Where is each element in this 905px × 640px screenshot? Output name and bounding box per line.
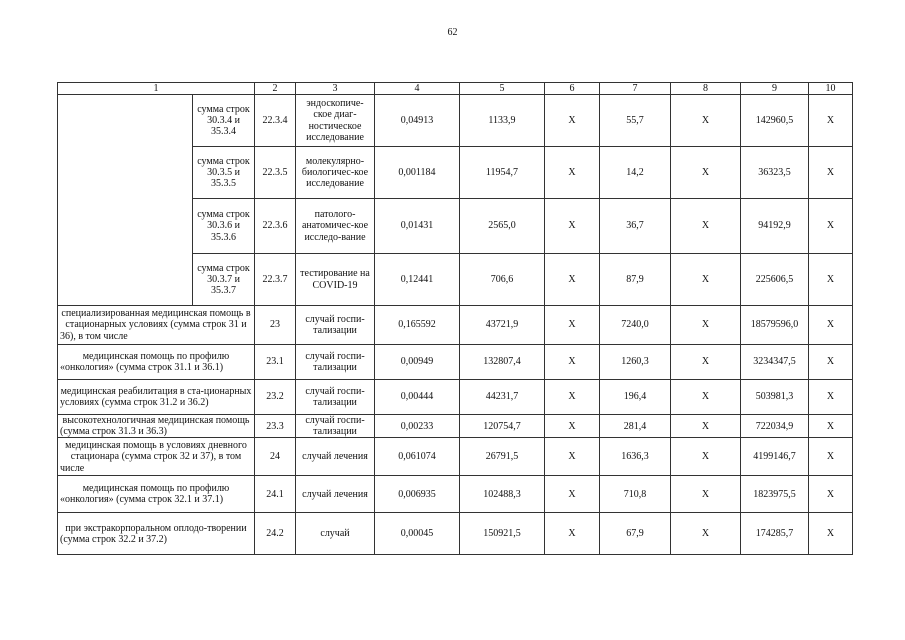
header-cell: 4: [375, 83, 460, 95]
row-description: специализированная медицинская помощь в стационарных условиях (сумма строк 31 и 36), в том числе: [58, 306, 255, 345]
col-7-value: 14,2: [600, 147, 671, 199]
col-4-value: 0,00949: [375, 345, 460, 380]
row-code: 23.1: [255, 345, 296, 380]
col-6-value: Х: [545, 513, 600, 555]
col-6-value: Х: [545, 147, 600, 199]
col-7-value: 1636,3: [600, 438, 671, 476]
table-row: [58, 95, 853, 147]
col-5-value: 102488,3: [460, 476, 545, 513]
col-7-value: 67,9: [600, 513, 671, 555]
table-row: [58, 476, 853, 513]
col-4-value: 0,061074: [375, 438, 460, 476]
col-4-value: 0,001184: [375, 147, 460, 199]
col-7-value: 281,4: [600, 415, 671, 438]
col-6-value: Х: [545, 306, 600, 345]
col-8-value: Х: [671, 345, 741, 380]
col-5-value: 120754,7: [460, 415, 545, 438]
row-sum-note: сумма строк 30.3.6 и 35.3.6: [193, 199, 255, 254]
col-9-value: 722034,9: [741, 415, 809, 438]
unit-of-measure: случай госпи-тализации: [296, 345, 375, 380]
unit-of-measure: случай лечения: [296, 476, 375, 513]
row-sum-note: сумма строк 30.3.5 и 35.3.5: [193, 147, 255, 199]
col-9-value: 18579596,0: [741, 306, 809, 345]
col-5-value: 150921,5: [460, 513, 545, 555]
col-9-value: 1823975,5: [741, 476, 809, 513]
header-cell: 3: [296, 83, 375, 95]
unit-of-measure: случай: [296, 513, 375, 555]
col-6-value: Х: [545, 345, 600, 380]
col-7-value: 7240,0: [600, 306, 671, 345]
col-8-value: Х: [671, 95, 741, 147]
col-8-value: Х: [671, 147, 741, 199]
col-4-value: 0,006935: [375, 476, 460, 513]
col-10-value: Х: [809, 254, 853, 306]
row-description: медицинская реабилитация в ста-ционарных условиях (сумма строк 31.2 и 36.2): [58, 380, 255, 415]
col-4-value: 0,00233: [375, 415, 460, 438]
col-8-value: Х: [671, 380, 741, 415]
row-code: 24.1: [255, 476, 296, 513]
header-cell: 5: [460, 83, 545, 95]
col-5-value: 1133,9: [460, 95, 545, 147]
col-4-value: 0,04913: [375, 95, 460, 147]
row-description: медицинская помощь по профилю «онкология» (сумма строк 31.1 и 36.1): [58, 345, 255, 380]
col-7-value: 87,9: [600, 254, 671, 306]
col-4-value: 0,165592: [375, 306, 460, 345]
col-8-value: Х: [671, 199, 741, 254]
col-4-value: 0,00045: [375, 513, 460, 555]
table-row: [58, 345, 853, 380]
col-9-value: 36323,5: [741, 147, 809, 199]
row-description: при экстракорпоральном оплодо-творении (сумма строк 32.2 и 37.2): [58, 513, 255, 555]
col-9-value: 4199146,7: [741, 438, 809, 476]
col-9-value: 225606,5: [741, 254, 809, 306]
col-6-value: Х: [545, 254, 600, 306]
unit-of-measure: эндоскопиче-ское диаг-ностическое исследование: [296, 95, 375, 147]
header-cell: 9: [741, 83, 809, 95]
table-row: [58, 306, 853, 345]
header-row: [58, 83, 853, 95]
row-code: 24.2: [255, 513, 296, 555]
col-5-value: 706,6: [460, 254, 545, 306]
col-9-value: 3234347,5: [741, 345, 809, 380]
table-row: [58, 438, 853, 476]
header-cell: 7: [600, 83, 671, 95]
col-10-value: Х: [809, 438, 853, 476]
page-number: 62: [447, 27, 458, 38]
header-cell: 6: [545, 83, 600, 95]
row-code: 22.3.4: [255, 95, 296, 147]
row-code: 23.2: [255, 380, 296, 415]
empty-cell: [58, 254, 193, 306]
table-row: [58, 199, 853, 254]
col-10-value: Х: [809, 95, 853, 147]
col-8-value: Х: [671, 438, 741, 476]
header-cell: 8: [671, 83, 741, 95]
empty-cell: [58, 95, 193, 147]
table-row: [58, 147, 853, 199]
col-4-value: 0,00444: [375, 380, 460, 415]
unit-of-measure: случай госпи-тализации: [296, 306, 375, 345]
col-8-value: Х: [671, 415, 741, 438]
col-7-value: 196,4: [600, 380, 671, 415]
table-row: [58, 254, 853, 306]
table-row: [58, 415, 853, 438]
unit-of-measure: случай лечения: [296, 438, 375, 476]
col-10-value: Х: [809, 380, 853, 415]
unit-of-measure: патолого-анатомичес-кое исследо-вание: [296, 199, 375, 254]
row-sum-note: сумма строк 30.3.7 и 35.3.7: [193, 254, 255, 306]
col-6-value: Х: [545, 476, 600, 513]
data-table: [57, 82, 853, 555]
col-5-value: 132807,4: [460, 345, 545, 380]
table-body: [58, 83, 853, 555]
empty-cell: [58, 147, 193, 199]
unit-of-measure: тестирование на COVID-19: [296, 254, 375, 306]
col-7-value: 710,8: [600, 476, 671, 513]
header-cell: 2: [255, 83, 296, 95]
row-description: медицинская помощь по профилю «онкология» (сумма строк 32.1 и 37.1): [58, 476, 255, 513]
col-9-value: 174285,7: [741, 513, 809, 555]
col-7-value: 1260,3: [600, 345, 671, 380]
col-10-value: Х: [809, 306, 853, 345]
col-10-value: Х: [809, 345, 853, 380]
header-cell: 10: [809, 83, 853, 95]
col-5-value: 11954,7: [460, 147, 545, 199]
col-6-value: Х: [545, 438, 600, 476]
col-7-value: 55,7: [600, 95, 671, 147]
col-10-value: Х: [809, 415, 853, 438]
row-code: 22.3.5: [255, 147, 296, 199]
row-code: 23: [255, 306, 296, 345]
unit-of-measure: случай госпи-тализации: [296, 415, 375, 438]
col-5-value: 2565,0: [460, 199, 545, 254]
table-row: [58, 513, 853, 555]
row-description: медицинская помощь в условиях дневного стационара (сумма строк 32 и 37), в том числе: [58, 438, 255, 476]
col-10-value: Х: [809, 147, 853, 199]
table-row: [58, 380, 853, 415]
col-5-value: 26791,5: [460, 438, 545, 476]
empty-cell: [58, 199, 193, 254]
col-9-value: 94192,9: [741, 199, 809, 254]
unit-of-measure: молекулярно-биологичес-кое исследование: [296, 147, 375, 199]
col-9-value: 142960,5: [741, 95, 809, 147]
col-6-value: Х: [545, 380, 600, 415]
col-4-value: 0,01431: [375, 199, 460, 254]
col-8-value: Х: [671, 513, 741, 555]
col-6-value: Х: [545, 199, 600, 254]
col-10-value: Х: [809, 476, 853, 513]
col-8-value: Х: [671, 476, 741, 513]
col-6-value: Х: [545, 95, 600, 147]
row-code: 22.3.7: [255, 254, 296, 306]
header-cell: 1: [58, 83, 255, 95]
col-7-value: 36,7: [600, 199, 671, 254]
col-10-value: Х: [809, 513, 853, 555]
col-8-value: Х: [671, 254, 741, 306]
col-8-value: Х: [671, 306, 741, 345]
row-code: 24: [255, 438, 296, 476]
col-10-value: Х: [809, 199, 853, 254]
col-6-value: Х: [545, 415, 600, 438]
col-5-value: 44231,7: [460, 380, 545, 415]
col-9-value: 503981,3: [741, 380, 809, 415]
col-5-value: 43721,9: [460, 306, 545, 345]
row-description: высокотехнологичная медицинская помощь (сумма строк 31.3 и 36.3): [58, 415, 255, 438]
unit-of-measure: случай госпи-тализации: [296, 380, 375, 415]
row-code: 23.3: [255, 415, 296, 438]
col-4-value: 0,12441: [375, 254, 460, 306]
row-code: 22.3.6: [255, 199, 296, 254]
row-sum-note: сумма строк 30.3.4 и 35.3.4: [193, 95, 255, 147]
